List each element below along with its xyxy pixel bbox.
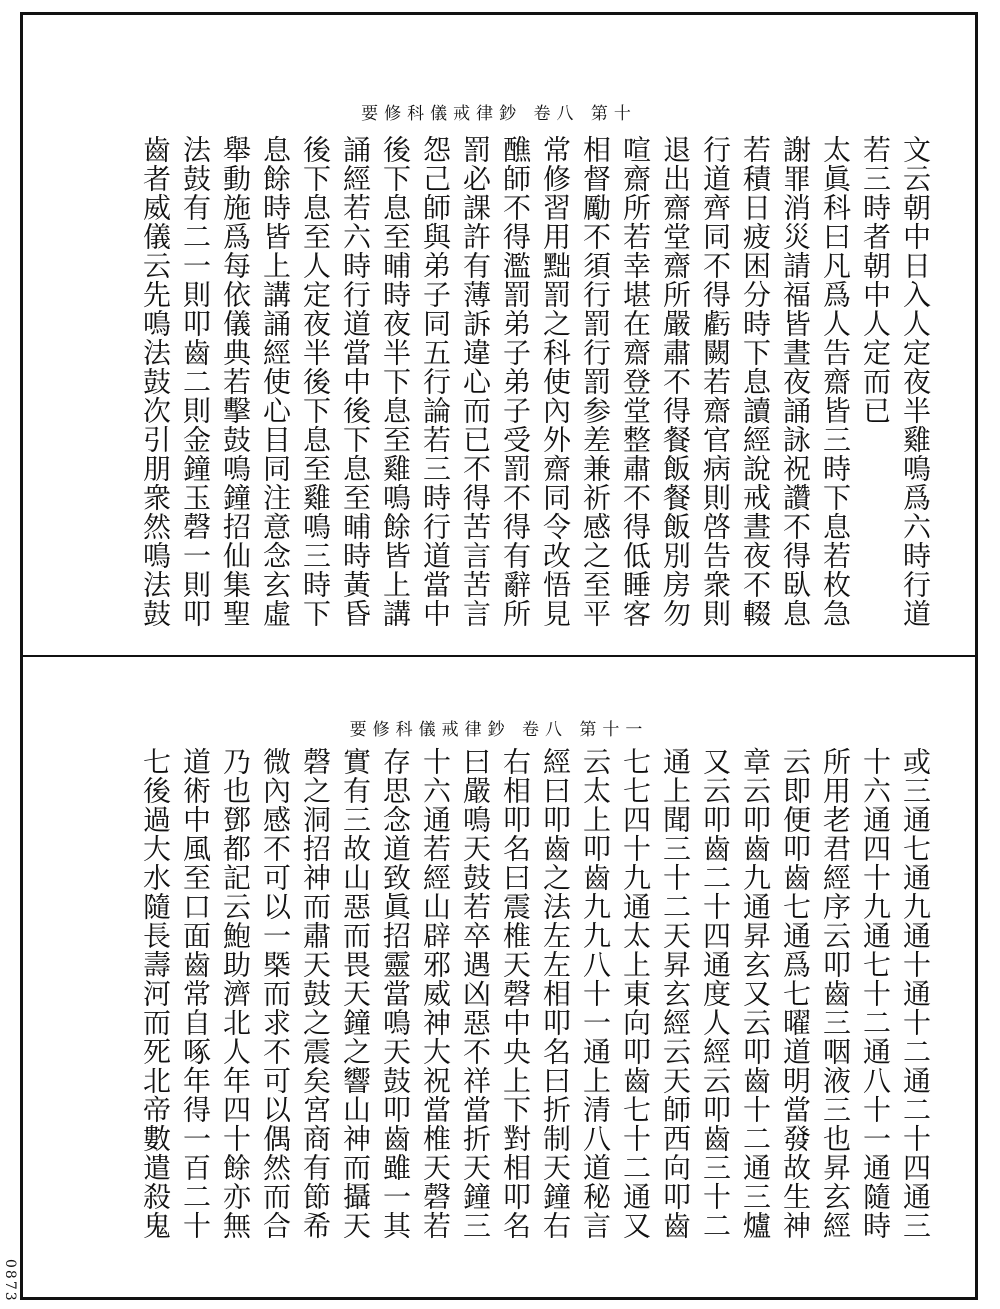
text-column: 七後過大水隨長壽河而死北帝數遣殺鬼 (139, 747, 172, 1240)
top-page (23, 15, 975, 657)
text-column: 磬之洞招神而肅天鼓之震矣宮商有節希 (299, 747, 332, 1240)
text-column: 醮師不得濫罰弟子弟子受罰不得有辭所 (499, 135, 532, 628)
top-page-header: 要修科儀戒律鈔 卷八 第十 (361, 104, 637, 124)
page-frame (20, 12, 978, 1300)
text-column: 又云叩齒二十四通度人經云叩齒三十二 (699, 747, 732, 1240)
text-column: 若積日疲困分時下息讀經說戒晝夜不輟 (739, 135, 772, 628)
text-column: 後下息至人定夜半後下息至雞鳴三時下 (299, 135, 332, 628)
text-column: 十六通若經山辟邪威神大祝當椎天磬若 (419, 747, 452, 1240)
text-column: 後下息至晡時夜半下息至雞鳴餘皆上講 (379, 135, 412, 628)
text-column: 微內感不可以一槩而求不可以偶然而合 (259, 747, 292, 1240)
text-column: 實有三故山惡而畏天鐘之響山神而攝天 (339, 747, 372, 1240)
text-column: 十六通四十九通七十二通八十一通隨時 (859, 747, 892, 1240)
text-column: 存思念道致眞招靈當鳴天鼓叩齒雖一其 (379, 747, 412, 1240)
top-text-columns (135, 135, 935, 635)
text-column: 法鼓有二一則叩齒二則金鐘玉磬一則叩 (179, 135, 212, 628)
text-column: 相督勵不須行罰行罰参差兼祈感之至平 (579, 135, 612, 628)
text-column: 息餘時皆上講誦經使心目同注意念玄虛 (259, 135, 292, 628)
text-column: 所用老君經序云叩齒三咽液三也昇玄經 (819, 747, 852, 1240)
bottom-page (23, 657, 975, 1297)
text-column: 右相叩名曰震椎天磬中央上下對相叩名 (499, 747, 532, 1240)
text-column: 誦經若六時行道當中後下息至晡時黃昏 (339, 135, 372, 628)
text-column: 謝罪消災請福皆晝夜誦詠祝讚不得臥息 (779, 135, 812, 628)
text-column: 經曰叩齒之法左左相叩名曰折制天鐘右 (539, 747, 572, 1240)
text-column: 章云叩齒九通昇玄又云叩齒十二通三爐 (739, 747, 772, 1240)
text-column: 常修習用黜罰之科使內外齋同令改悟見 (539, 135, 572, 628)
text-column: 通上聞三十二天昇玄經云天師西向叩齒 (659, 747, 692, 1240)
text-column: 退出齋堂齋所嚴肅不得餐飯餐飯別房勿 (659, 135, 692, 628)
text-column: 舉動施爲每依儀典若擊鼓鳴鐘招仙集聖 (219, 135, 252, 628)
text-column: 或三通七通九通十通十二通二十四通三 (899, 747, 932, 1240)
text-column: 喧齋所若幸堪在齋登堂整肅不得低睡客 (619, 135, 652, 628)
text-column: 齒者威儀云先鳴法鼓次引朋衆然鳴法鼓 (139, 135, 172, 628)
text-column: 七七四十九通太上東向叩齒七十二通又 (619, 747, 652, 1240)
text-column: 曰嚴鳴天鼓若卒遇凶惡不祥當折天鐘三 (459, 747, 492, 1240)
text-column: 文云朝中日入人定夜半雞鳴爲六時行道 (899, 135, 932, 628)
text-column: 云即便叩齒七通爲七曜道明當發故生神 (779, 747, 812, 1240)
bottom-page-header: 要修科儀戒律鈔 卷八 第十一 (349, 720, 649, 740)
text-column: 罰必課許有薄訴違心而已不得苦言苦言 (459, 135, 492, 628)
text-column: 若三時者朝中人定而已 (859, 135, 892, 425)
text-column: 怨己師與弟子同五行論若三時行道當中 (419, 135, 452, 628)
text-column: 太眞科曰凡爲人告齋皆三時下息若枚急 (819, 135, 852, 628)
text-column: 乃也鄧都記云鮑助濟北人年四十餘亦無 (219, 747, 252, 1240)
page-number: 0873 (2, 1259, 18, 1303)
text-column: 云太上叩齒九九八十一通上清八道秘言 (579, 747, 612, 1240)
bottom-text-columns (135, 747, 935, 1277)
text-column: 道術中風至口面齒常自啄年得一百二十 (179, 747, 212, 1240)
text-column: 行道齊同不得虧闕若齋官病則啓告衆則 (699, 135, 732, 628)
